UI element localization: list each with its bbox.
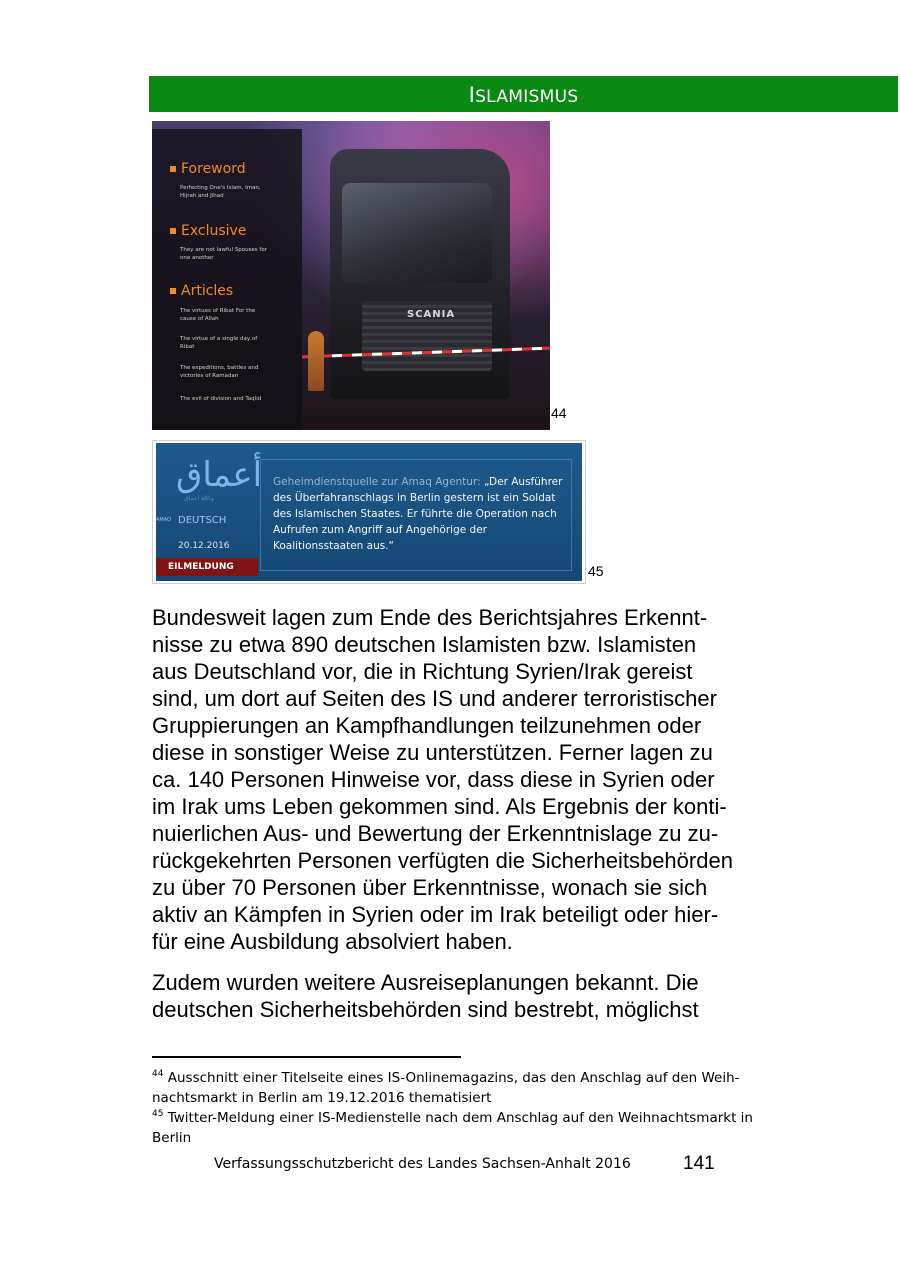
cover-section-title: Exclusive (170, 223, 246, 239)
footnote-marker-44: 44 (551, 405, 567, 421)
quote-text (273, 474, 567, 554)
firefighter-figure (308, 331, 324, 391)
cover-section-text: Perfecting One's Islam, Iman, Hijrah and Jihad (180, 185, 261, 199)
page-footer-text: Verfassungsschutzbericht des Landes Sachsen-Anhalt 2016 (214, 1156, 631, 1172)
cover-article-item: The virtue of a single day of Ribat (180, 336, 258, 350)
page-number: 141 (683, 1153, 715, 1174)
cover-section-text: They are not lawful Spouses for one another (180, 247, 267, 261)
cover-section-text: The virtues of Ribat For the cause of Allah (180, 308, 256, 322)
amaq-card-background (156, 443, 582, 581)
footnote-number: 44 (152, 1069, 164, 1079)
urgent-badge: EILMELDUNG (156, 558, 258, 576)
footnote-divider (152, 1056, 461, 1058)
footnote-text: Ausschnitt einer Titelseite eines IS-Onlinemagazins, das den Anschlag auf den Weih- nachtsmarkt in Berlin am 19.12.2016 thematisiert (152, 1070, 740, 1106)
cover-article-item: The expeditions, battles and victories of Ramadan (180, 365, 259, 379)
quote-body: „Der Ausführer des Überfahranschlags in Berlin gestern ist ein Soldat des Islamischen Staates. Er führte die Operation nach Aufrufen zum Angriff auf Angehörige der Koalitionsstaaten aus.“ (273, 476, 563, 552)
footnote-45 (152, 1108, 782, 1148)
quote-box (260, 459, 572, 571)
footnote-number: 45 (152, 1109, 164, 1119)
cover-article-item: The evil of division and Taqlid (180, 396, 262, 402)
cover-contents-panel (152, 129, 302, 430)
body-paragraph: Bundesweit lagen zum Ende des Berichtsjahres Erkennt- nisse zu etwa 890 deutschen Islamisten bzw. Islamisten aus Deutschland vor, die in Richtung Syrien/Irak gereist sind, um dort auf Seiten des IS und anderer terroristischer Gruppierungen an Kampfhandlungen teilzunehmen oder diese in sonstiger Weise zu unterstützen. Ferner lagen zu ca. 140 Personen Hinweise vor, dass diese in Syrien oder im Irak ums Leben gekommen sind. Als Ergebnis der konti- nuierlichen Aus- und Bewertung der Erkenntnislage zu zu- rückgekehrten Personen verfügten die Sicherheitsbehörden zu über 70 Personen über Erkenntnisse, wonach sie sich aktiv an Kämpfen in Syrien oder im Irak beteiligt oder hier- für eine Ausbildung absolviert haben. (152, 605, 733, 954)
magazine-cover-image (152, 121, 550, 430)
section-header (149, 76, 898, 112)
cover-section-title: Foreword (170, 161, 246, 177)
section-header-rest: SLAMISMUS (475, 87, 579, 107)
amaq-logo: أعماق (176, 455, 263, 495)
section-header-initial: I (468, 83, 476, 107)
date-label: 20.12.2016 (178, 541, 230, 551)
amaq-logo-subtitle: وكالة أعماق (184, 495, 214, 502)
amaq-brand-small: AMAQ (156, 517, 172, 523)
footnote-text: Twitter-Meldung einer IS-Medienstelle nach dem Anschlag auf den Weihnachtsmarkt in Berlin (152, 1110, 753, 1146)
footnote-marker-45: 45 (588, 563, 604, 579)
body-paragraph: Zudem wurden weitere Ausreiseplanungen bekannt. Die deutschen Sicherheitsbehörden sind bestrebt, möglichst (152, 970, 699, 1022)
body-text (152, 604, 782, 1037)
amaq-news-card-image (152, 440, 586, 584)
truck-windshield (342, 183, 492, 283)
cover-section-title: Articles (170, 283, 233, 299)
footnote-44 (152, 1068, 782, 1108)
truck-brand: SCANIA (407, 309, 456, 320)
quote-source: Geheimdienstquelle zur Amaq Agentur: (273, 476, 481, 488)
language-label: DEUTSCH (178, 515, 227, 526)
